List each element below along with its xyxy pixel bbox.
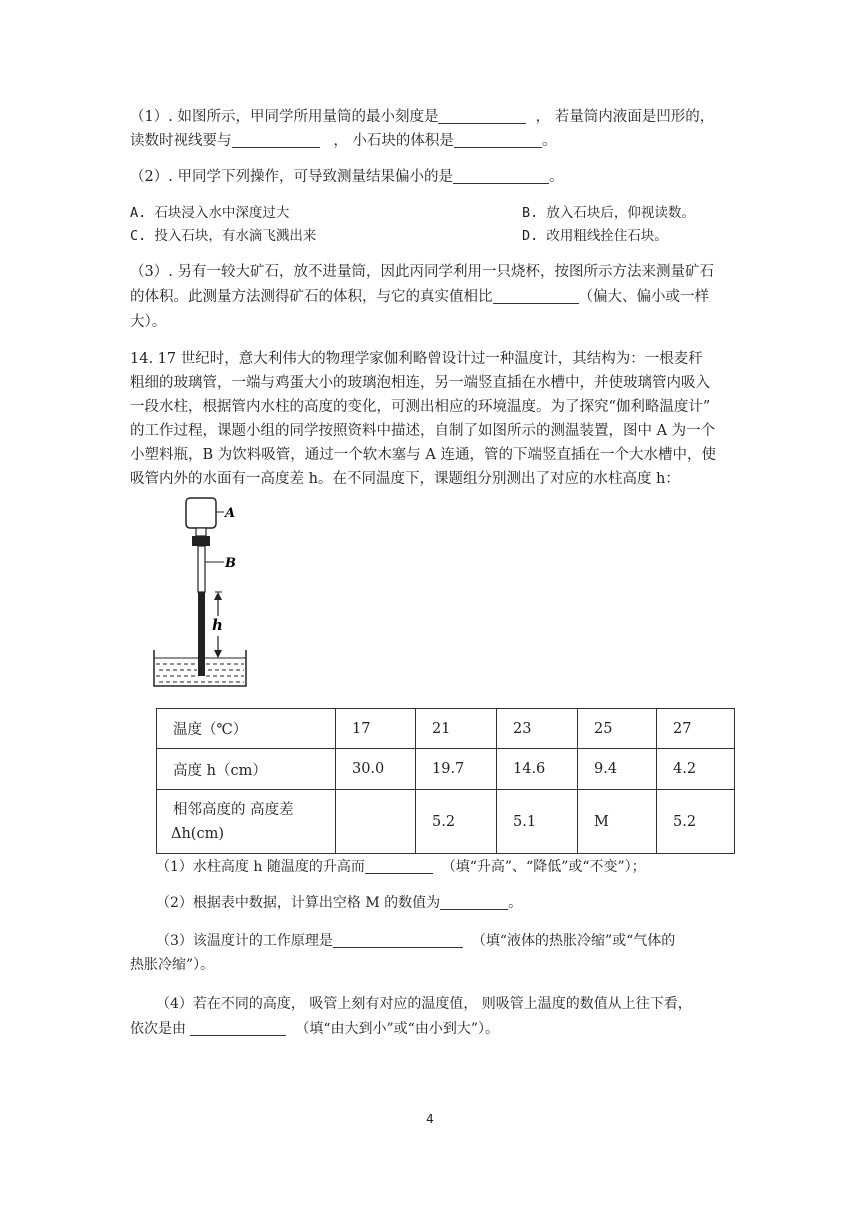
q13-p2-text: （2）. 甲同学下列操作，可导致测量结果偏小的是 xyxy=(130,169,453,185)
subq-2-text: （2）根据表中数据，计算出空格 M 的数值为 xyxy=(156,895,441,911)
answer-blank-m-value[interactable] xyxy=(440,893,508,910)
answer-blank-principle[interactable] xyxy=(333,931,463,948)
table-cell: 温度（℃） xyxy=(157,709,336,749)
option-b: B. 放入石块后，仰视读数。 xyxy=(522,205,695,221)
table-cell: 30.0 xyxy=(336,749,416,790)
table-row xyxy=(157,749,735,790)
thermometer-figure xyxy=(150,492,300,692)
table-cell: 27 xyxy=(657,709,735,749)
q14-line4: 的工作过程，课题小组的同学按照资料中描述，自制了如图所示的测温装置，图中 A 为一个 xyxy=(130,423,716,439)
bottle-a xyxy=(186,498,216,528)
table-cell xyxy=(336,790,416,854)
q13-p1-text-e: 。 xyxy=(541,133,557,149)
temperature-height-table xyxy=(156,708,735,854)
subq-4-line2 xyxy=(130,1018,499,1040)
subq-4-text: 依次是由 xyxy=(130,1021,186,1037)
q14-line1: 14. 17 世纪时，意大利伟大的物理学家伽利略曾设计过一种温度计，其结构为：一根麦秆 xyxy=(130,351,703,367)
table-cell: 高度 h（cm） xyxy=(157,749,336,790)
subq-1 xyxy=(156,856,646,878)
bottle-neck xyxy=(196,528,206,536)
answer-blank-smaller[interactable] xyxy=(453,167,549,184)
label-b: B xyxy=(225,556,236,571)
label-h: h xyxy=(212,616,223,634)
page-number: 4 xyxy=(426,1112,434,1126)
option-d: D. 改用粗线拴住石块。 xyxy=(522,228,668,244)
answer-blank-trend[interactable] xyxy=(365,857,433,874)
subq-1-hint: （填“升高”、“降低”或“不变”）； xyxy=(441,859,646,875)
water-column xyxy=(198,592,205,676)
h-arrowhead-down xyxy=(214,650,222,658)
q13-p1-text-d: ， 小石块的体积是 xyxy=(333,133,454,149)
subq-4-hint: （填“由大到小”或“由小到大”）。 xyxy=(295,1021,499,1037)
label-a: A xyxy=(225,506,236,521)
subq-2 xyxy=(156,892,522,914)
q13-part3-line3: 大）。 xyxy=(130,314,167,330)
q14-line3: 一段水柱，根据管内水柱的高度的变化，可测出相应的环境温度。为了探究“伽利略温度计” xyxy=(130,399,711,415)
q13-part1-line1 xyxy=(130,106,714,128)
q14-line6: 吸管内外的水面有一高度差 h。在不同温度下，课题组分别测出了对应的水柱高度 h： xyxy=(130,471,680,487)
row3-label-line2: Δh(cm) xyxy=(171,825,224,842)
subq-3-hint: （填“液体的热胀冷缩”或“气体的 xyxy=(471,933,676,949)
answer-blank-order[interactable] xyxy=(190,1019,286,1036)
table-row xyxy=(157,709,735,749)
q13-part3-line2 xyxy=(130,286,709,308)
q13-part1-line2 xyxy=(130,130,556,152)
q13-p1-text-a: （1）. 如图所示，甲同学所用量筒的最小刻度是 xyxy=(130,109,439,125)
answer-blank-compare[interactable] xyxy=(493,287,579,304)
table-cell: 19.7 xyxy=(416,749,497,790)
q13-part2 xyxy=(130,166,563,188)
h-arrowhead-up xyxy=(214,592,222,600)
table-cell: 21 xyxy=(416,709,497,749)
q13-p1-text-c: 读数时视线要与 xyxy=(130,133,232,149)
cork-stopper xyxy=(192,536,210,546)
answer-blank-min-scale[interactable] xyxy=(438,107,526,124)
q13-part3-line1: （3）. 另有一较大矿石，放不进量筒，因此丙同学利用一只烧杯，按图所示方法来测量矿石 xyxy=(130,264,714,280)
option-c: C. 投入石块，有水滴飞溅出来 xyxy=(130,228,317,244)
subq-4-line1: （4）若在不同的高度， 吸管上刻有对应的温度值， 则吸管上温度的数值从上往下看， xyxy=(156,996,692,1012)
q14-line5: 小塑料瓶，B 为饮料吸管，通过一个软木塞与 A 连通，管的下端竖直插在一个大水槽中，使 xyxy=(130,447,716,463)
table-cell: 17 xyxy=(336,709,416,749)
table-cell: 14.6 xyxy=(497,749,578,790)
answer-blank-sightline[interactable] xyxy=(232,131,320,148)
subq-3-line1 xyxy=(156,930,675,952)
table-cell xyxy=(157,790,336,854)
table-row xyxy=(157,790,735,854)
table-cell: 23 xyxy=(497,709,578,749)
table-cell: 4.2 xyxy=(657,749,735,790)
option-a: A. 石块浸入水中深度过大 xyxy=(130,205,290,221)
q13-p1-text-b: ， 若量筒内液面是凹形的， xyxy=(535,109,715,125)
table-cell: 5.2 xyxy=(657,790,735,854)
table-cell: 9.4 xyxy=(578,749,657,790)
q13-p2-end: 。 xyxy=(548,169,564,185)
table-cell: 5.1 xyxy=(497,790,578,854)
table-cell: 25 xyxy=(578,709,657,749)
q14-line2: 粗细的玻璃管，一端与鸡蛋大小的玻璃泡相连，另一端竖直插在水槽中，并使玻璃管内吸入 xyxy=(130,375,710,391)
answer-blank-volume[interactable] xyxy=(454,131,542,148)
table-cell: 5.2 xyxy=(416,790,497,854)
subq-2-end: 。 xyxy=(508,895,523,911)
q13-p3-text: 的体积。此测量方法测得矿石的体积，与它的真实值相比 xyxy=(130,289,493,305)
subq-3-text: （3）该温度计的工作原理是 xyxy=(156,933,333,949)
subq-3-line2: 热胀冷缩”）。 xyxy=(130,957,215,973)
q13-p3-hint: （偏大、偏小或一样 xyxy=(578,289,709,305)
row3-label-line1: 相邻高度的 高度差 xyxy=(173,801,294,818)
table-cell: M xyxy=(578,790,657,854)
subq-1-text: （1）水柱高度 h 随温度的升高而 xyxy=(156,859,365,875)
straw-b xyxy=(198,546,205,592)
